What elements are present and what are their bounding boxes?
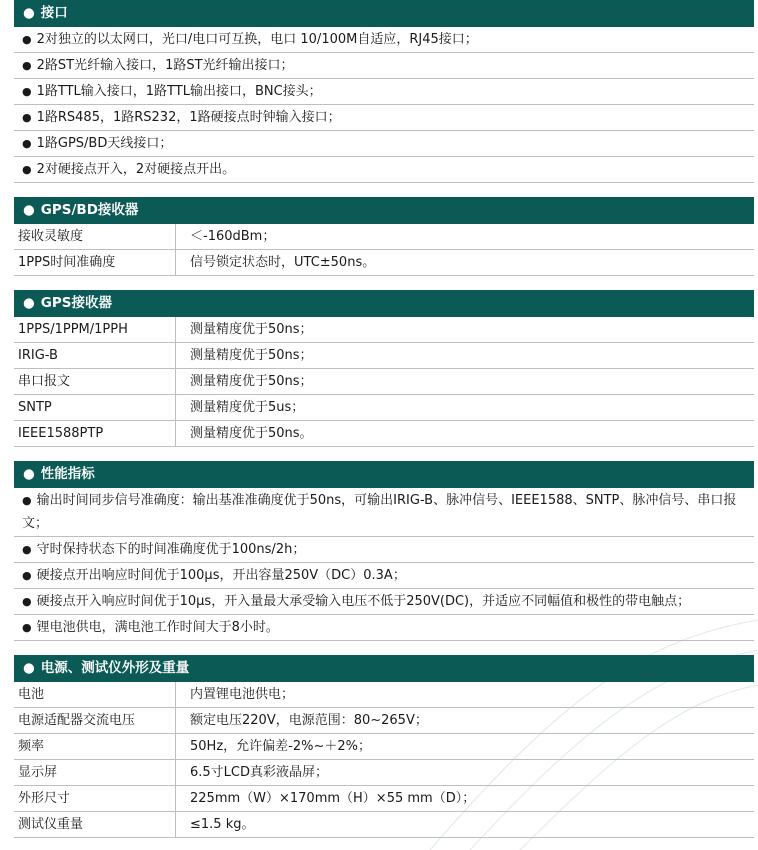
bullet-row bbox=[14, 105, 754, 131]
bullet-icon: ● bbox=[23, 660, 35, 676]
section-title: 电源、测试仪外形及重量 bbox=[40, 660, 190, 676]
bullet-text: 1路GPS/BD天线接口； bbox=[36, 136, 173, 151]
section-gap bbox=[14, 276, 754, 290]
spec-value: 内置锂电池供电； bbox=[190, 687, 295, 702]
bullet-icon: ● bbox=[23, 202, 35, 218]
bullet-text: 锂电池供电，满电池工作时间大于8小时。 bbox=[36, 620, 279, 635]
spec-value: 信号锁定状态时，UTC±50ns。 bbox=[190, 255, 376, 270]
spec-row bbox=[14, 682, 754, 708]
bullet-text: 输出时间同步信号准确度：输出基准准确度优于50ns，可输出IRIG-B、脉冲信号、IEEE1588、SNTP、脉冲信号、串口报文； bbox=[22, 493, 737, 531]
bullet-icon: ● bbox=[22, 494, 32, 507]
section-gap bbox=[14, 447, 754, 461]
spec-key: 频率 bbox=[14, 734, 176, 759]
spec-value: 测量精度优于50ns； bbox=[190, 322, 313, 337]
spec-value: ≤1.5 kg。 bbox=[190, 817, 255, 832]
bullet-text: 2对独立的以太网口，光口/电口可互换，电口 10/100M自适应，RJ45接口； bbox=[36, 32, 478, 47]
spec-row bbox=[14, 734, 754, 760]
bullet-icon: ● bbox=[23, 5, 35, 21]
spec-row bbox=[14, 250, 754, 276]
section-3 bbox=[14, 290, 754, 447]
bullet-icon: ● bbox=[22, 137, 32, 150]
spec-key: IRIG-B bbox=[14, 343, 176, 368]
spec-key: SNTP bbox=[14, 395, 176, 420]
bullet-row bbox=[14, 131, 754, 157]
bullet-row bbox=[14, 537, 754, 563]
spec-row bbox=[14, 395, 754, 421]
section-title: GPS/BD接收器 bbox=[40, 202, 139, 218]
spec-value: 额定电压220V，电源范围：80~265V； bbox=[190, 713, 428, 728]
bullet-icon: ● bbox=[22, 621, 32, 634]
bullet-icon: ● bbox=[22, 33, 32, 46]
section-header bbox=[14, 290, 754, 317]
bullet-icon: ● bbox=[22, 59, 32, 72]
bullet-text: 守时保持状态下的时间准确度优于100ns/2h； bbox=[36, 542, 306, 557]
section-2 bbox=[14, 197, 754, 276]
bullet-icon: ● bbox=[22, 111, 32, 124]
bullet-row bbox=[14, 53, 754, 79]
bullet-row bbox=[14, 563, 754, 589]
bullet-text: 2路ST光纤输入接口，1路ST光纤输出接口； bbox=[36, 58, 294, 73]
bullet-row bbox=[14, 488, 754, 537]
bullet-row bbox=[14, 589, 754, 615]
spec-row bbox=[14, 421, 754, 447]
spec-value: 测量精度优于50ns； bbox=[190, 374, 313, 389]
spec-row bbox=[14, 812, 754, 838]
spec-row bbox=[14, 369, 754, 395]
section-4 bbox=[14, 461, 754, 641]
section-title: 接口 bbox=[40, 5, 68, 21]
bullet-text: 硬接点开入响应时间优于10μs，开入量最大承受输入电压不低于250V(DC)，并适应不同幅值和极性的带电触点； bbox=[36, 594, 691, 609]
bullet-icon: ● bbox=[23, 295, 35, 311]
section-header bbox=[14, 655, 754, 682]
spec-key: 电池 bbox=[14, 682, 176, 707]
spec-sheet bbox=[14, 0, 754, 838]
section-header bbox=[14, 461, 754, 488]
section-5 bbox=[14, 655, 754, 838]
section-gap bbox=[14, 641, 754, 655]
spec-key: 外形尺寸 bbox=[14, 786, 176, 811]
section-title: GPS接收器 bbox=[40, 295, 112, 311]
spec-value: 测量精度优于5us； bbox=[190, 400, 305, 415]
spec-row bbox=[14, 760, 754, 786]
spec-row bbox=[14, 343, 754, 369]
bullet-text: 硬接点开出响应时间优于100μs，开出容量250V（DC）0.3A； bbox=[36, 568, 406, 583]
spec-key: 串口报文 bbox=[14, 369, 176, 394]
bullet-icon: ● bbox=[22, 543, 32, 556]
bullet-icon: ● bbox=[22, 595, 32, 608]
spec-row bbox=[14, 786, 754, 812]
bullet-row bbox=[14, 615, 754, 641]
spec-value: 50Hz，允许偏差-2%~＋2%； bbox=[190, 739, 371, 754]
spec-key: 测试仪重量 bbox=[14, 812, 176, 837]
spec-value: 6.5寸LCD真彩液晶屏； bbox=[190, 765, 329, 780]
bullet-text: 2对硬接点开入，2对硬接点开出。 bbox=[36, 162, 236, 177]
bullet-row bbox=[14, 79, 754, 105]
bullet-icon: ● bbox=[23, 466, 35, 482]
spec-key: 接收灵敏度 bbox=[14, 224, 176, 249]
section-header bbox=[14, 0, 754, 27]
section-gap bbox=[14, 183, 754, 197]
bullet-row bbox=[14, 157, 754, 183]
spec-key: 1PPS/1PPM/1PPH bbox=[14, 317, 176, 342]
spec-row bbox=[14, 708, 754, 734]
bullet-row bbox=[14, 27, 754, 53]
section-1 bbox=[14, 0, 754, 183]
bullet-text: 1路TTL输入接口，1路TTL输出接口，BNC接头； bbox=[36, 84, 322, 99]
section-header bbox=[14, 197, 754, 224]
spec-row bbox=[14, 224, 754, 250]
spec-value: 225mm（W）×170mm（H）×55 mm（D）； bbox=[190, 791, 476, 806]
spec-row bbox=[14, 317, 754, 343]
section-title: 性能指标 bbox=[40, 466, 95, 482]
spec-value: 测量精度优于50ns。 bbox=[190, 426, 313, 441]
spec-key: 显示屏 bbox=[14, 760, 176, 785]
spec-key: IEEE1588PTP bbox=[14, 421, 176, 446]
bullet-icon: ● bbox=[22, 85, 32, 98]
bullet-icon: ● bbox=[22, 163, 32, 176]
bullet-text: 1路RS485，1路RS232，1路硬接点时钟输入接口； bbox=[36, 110, 341, 125]
spec-value: ＜-160dBm； bbox=[190, 229, 276, 244]
bullet-icon: ● bbox=[22, 569, 32, 582]
spec-value: 测量精度优于50ns； bbox=[190, 348, 313, 363]
spec-key: 1PPS时间准确度 bbox=[14, 250, 176, 275]
spec-key: 电源适配器交流电压 bbox=[14, 708, 176, 733]
